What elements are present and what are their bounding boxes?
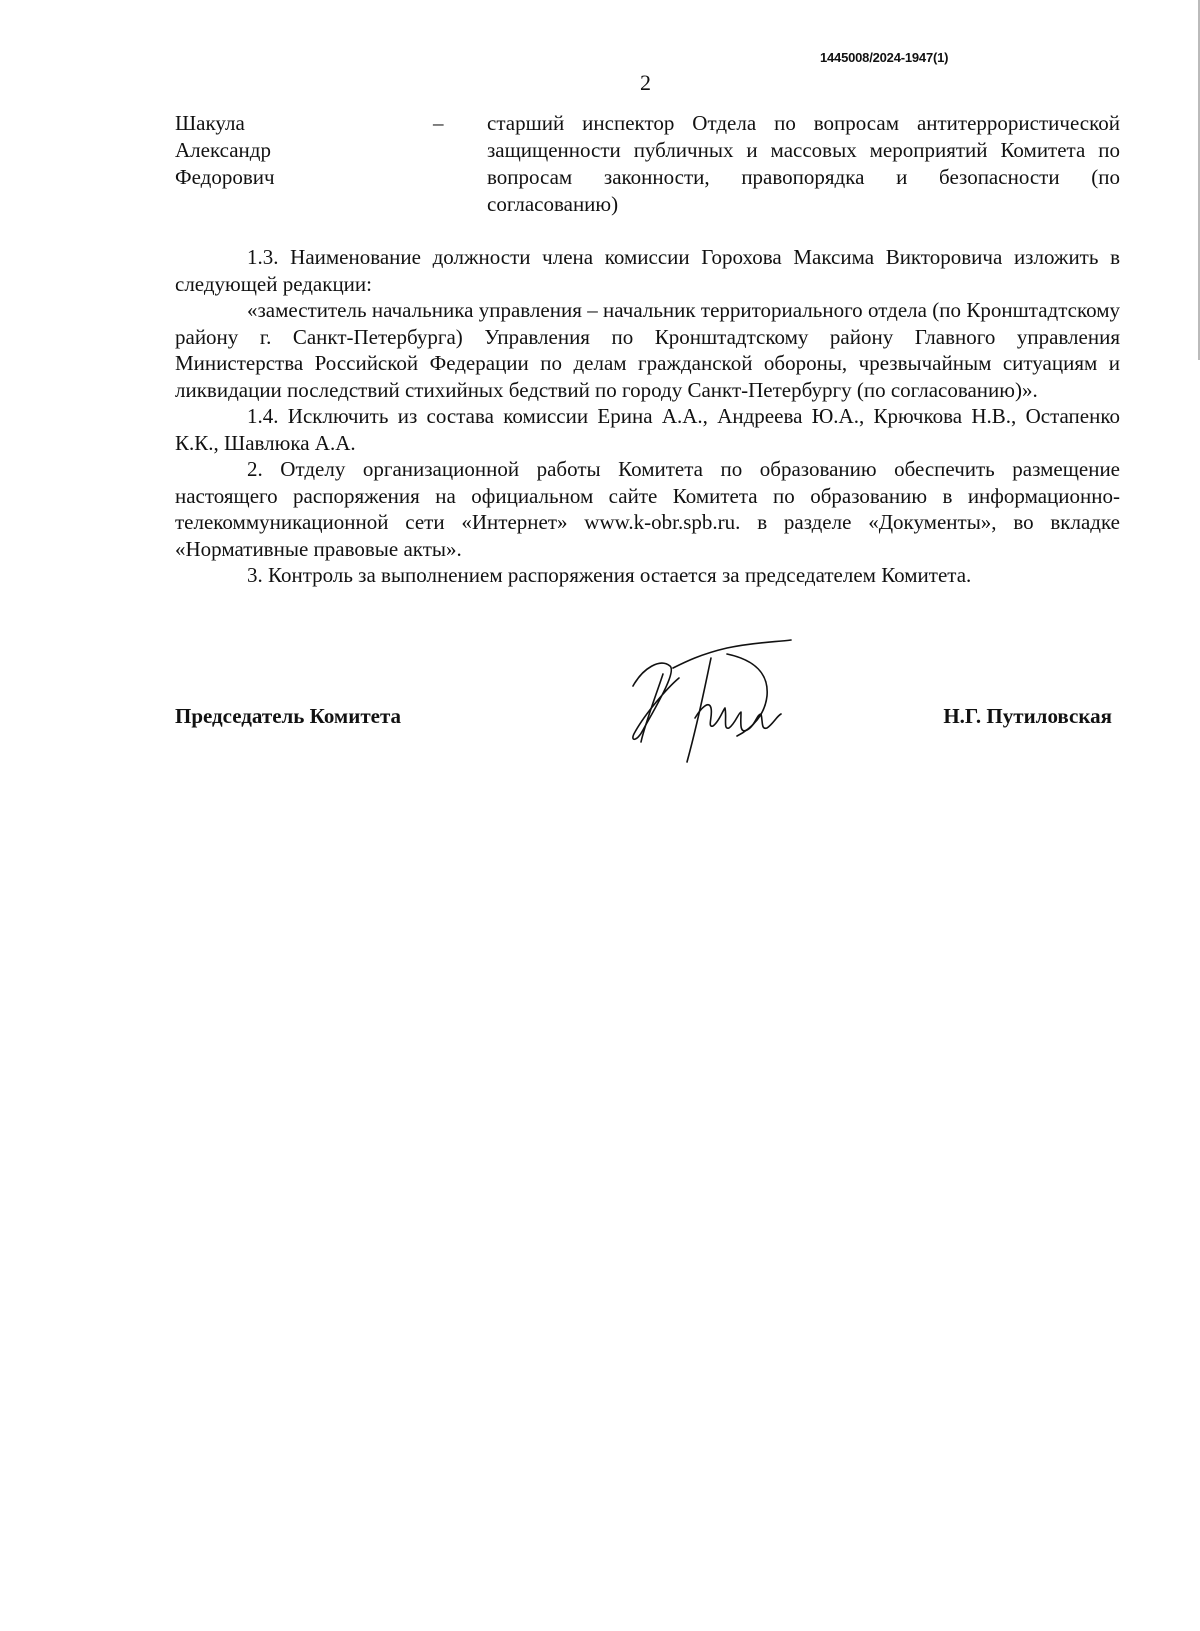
member-role: старший инспектор Отдела по вопросам антитеррористической защищенности публичных и массовых мероприятий Комитета по вопросам законности, правопорядка и безопасности (по согласованию): [487, 111, 1120, 216]
member-first-name: Александр: [175, 138, 271, 162]
page-number: 2: [640, 70, 651, 95]
document-body: [175, 244, 1120, 589]
document-registration-number: 1445008/2024-1947(1): [820, 50, 949, 65]
paragraph-3: 3. Контроль за выполнением распоряжения остается за председателем Комитета.: [247, 563, 972, 587]
paragraph-2: 2. Отделу организационной работы Комитета по образованию обеспечить размещение настоящего распоряжения на официальном сайте Комитета по образованию в информационно-телекоммуникационной сети «Интернет» www.k-obr.spb.ru. в разделе «Документы», во вкладке «Нормативные правовые акты».: [175, 457, 1120, 561]
handwritten-signature: [615, 638, 815, 768]
signature-block: [175, 680, 1120, 770]
member-dash: –: [433, 111, 444, 135]
paragraph-new-position: «заместитель начальника управления – начальник территориального отдела (по Кронштадтскому району г. Санкт-Петербурга) Управления по Кронштадтскому району Главного управления Министерства Российской Федерации по делам гражданской обороны, чрезвычайным ситуациям и ликвидации последствий стихийных бедствий по городу Санкт-Петербургу (по согласованию)».: [175, 298, 1120, 402]
signatory-name: Н.Г. Путиловская: [943, 704, 1112, 728]
member-patronymic: Федорович: [175, 165, 275, 189]
signatory-title: Председатель Комитета: [175, 704, 402, 728]
member-surname: Шакула: [175, 111, 245, 135]
paragraph-1-4: 1.4. Исключить из состава комиссии Ерина А.А., Андреева Ю.А., Крючкова Н.В., Остапенко К.К., Шавлюка А.А.: [175, 404, 1120, 455]
paragraph-1-3: 1.3. Наименование должности члена комиссии Горохова Максима Викторовича изложить в следующей редакции:: [175, 245, 1120, 296]
member-name: [175, 110, 405, 191]
